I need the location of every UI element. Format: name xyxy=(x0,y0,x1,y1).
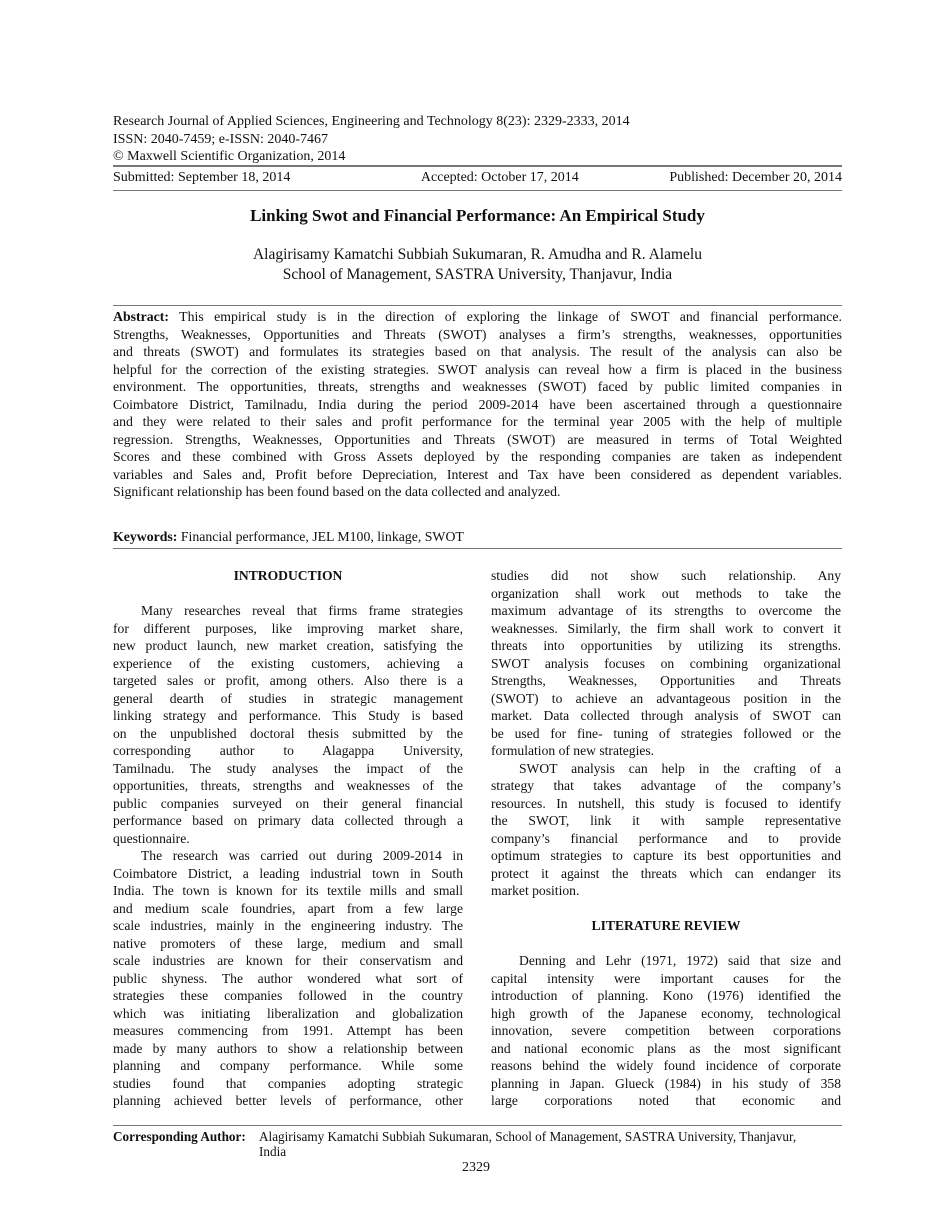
keywords xyxy=(113,529,464,545)
abstract-line: Abstract: This empirical study is in the direction of exploring the linkage of SWOT and financial performance. xyxy=(113,309,842,324)
text-line: Denning and Lehr (1971, 1972) said that size and xyxy=(519,953,841,968)
text-line: resources. In nutshell, this study is focused to identify xyxy=(491,795,841,811)
submitted-date: Submitted: September 18, 2014 xyxy=(113,170,291,185)
text-line: questionnaire. xyxy=(113,830,190,846)
text-line: studies found that companies adopting strategic xyxy=(113,1075,463,1091)
text-line: Coimbatore District, a leading industrial town in South xyxy=(113,865,463,881)
text-line: capital intensity were important causes for the xyxy=(491,970,841,986)
text-line: opportunities, threats, strengths and weaknesses of the xyxy=(113,778,463,793)
text-line: formulation of new strategies. xyxy=(491,743,655,758)
text-line: India. The town is known for its textile mills and small xyxy=(113,883,463,898)
text-line: optimum strategies to capture its best opportunities and xyxy=(491,848,841,863)
text-line: Tamilnadu. The study analyses the impact of the xyxy=(113,760,463,776)
text-line: planning and company performance. While some xyxy=(113,1058,463,1073)
text-line: the SWOT, link it with sample representative xyxy=(491,813,841,828)
text-line: native promoters of these large, medium and small xyxy=(113,935,463,951)
text-line: general dearth of studies in strategic management xyxy=(113,690,463,706)
text-line: introduction of planning. Kono (1976) identified the xyxy=(491,988,841,1003)
text-line: made by many authors to show a relationship between xyxy=(113,1040,463,1056)
text-line: reasons behind the widely found incidence of corporate xyxy=(491,1058,841,1073)
text-line: market. Data collected through analysis of SWOT can xyxy=(491,708,841,723)
text-line: scale industries are known for their conservatism and xyxy=(113,953,463,968)
paper-title: Linking Swot and Financial Performance: An Empirical Study xyxy=(250,206,705,225)
text-line: experience of the existing customers, achieving a xyxy=(113,655,463,671)
text-line xyxy=(491,935,841,953)
abstract-line: environment. The opportunities, threats, strengths and weaknesses (SWOT) faced by public limited companies in xyxy=(113,379,842,394)
journal-info xyxy=(113,113,630,166)
text-line: new product launch, new market creation, satisfying the xyxy=(113,638,463,653)
published-date: Published: December 20, 2014 xyxy=(669,170,842,185)
text-line: protect it against the threats which can endanger its xyxy=(491,865,841,881)
abstract-line: variables and Sales and, Profit before Depreciation, Interest and Tax have been considered as dependent variables. xyxy=(113,466,842,482)
text-line: weaknesses. Similarly, the firm shall work to convert it xyxy=(491,620,841,636)
abstract-line: regression. Strengths, Weaknesses, Opportunities and Threats (SWOT) are measured in terms of Total Weighted xyxy=(113,431,842,447)
text-line: and national economic plans as the most significant xyxy=(491,1040,841,1056)
text-line: corresponding author to Alagappa University, xyxy=(113,743,463,758)
abstract-line: Significant relationship has been found based on the data collected and analyzed. xyxy=(113,484,561,499)
text-line: measures commencing from 1991. Attempt has been xyxy=(113,1023,463,1038)
keywords-rule xyxy=(113,548,842,549)
abstract-label: Abstract: xyxy=(113,309,169,324)
copyright: © Maxwell Scientific Organization, 2014 xyxy=(113,149,346,164)
text-line: market position. xyxy=(491,883,580,898)
text-line: threats into opportunities by utilizing its strengths. xyxy=(491,638,841,653)
text-line: studies did not show such relationship. Any xyxy=(491,568,841,583)
issn: ISSN: 2040-7459; e-ISSN: 2040-7467 xyxy=(113,131,329,147)
text-line: strategies these companies followed in the country xyxy=(113,988,463,1003)
keywords-text: Financial performance, JEL M100, linkage, SWOT xyxy=(177,529,464,544)
text-line: planning achieved better levels of performance, other xyxy=(113,1093,463,1108)
text-line: planning in Japan. Glueck (1984) in his study of 358 xyxy=(491,1075,841,1091)
authors: Alagirisamy Kamatchi Subbiah Sukumaran, R. Amudha and R. Alamelu xyxy=(252,246,702,263)
text-line: performance based on primary data collected through a xyxy=(113,813,463,828)
text-line: Strengths, Weaknesses, Opportunities and Threats xyxy=(491,673,841,688)
text-line: organization shall work out methods to take the xyxy=(491,585,841,601)
abstract-line: and they were related to their sales and profit performance for the terminal year 2005 with the help of multiple xyxy=(113,414,842,429)
text-line: SWOT analysis focuses on combining organizational xyxy=(491,655,841,671)
right-column xyxy=(491,567,841,1110)
corresponding-label: Corresponding Author: xyxy=(113,1129,246,1144)
text-line: The research was carried out during 2009-2014 in xyxy=(141,848,463,863)
corresponding-author xyxy=(113,1129,842,1159)
text-line: public shyness. The author wondered what sort of xyxy=(113,970,463,986)
text-line: scale industries, mainly in the engineering industry. The xyxy=(113,918,463,933)
abstract-top-rule xyxy=(113,305,842,306)
text-line: innovation, severe competition between corporations xyxy=(491,1023,841,1038)
text-line: (SWOT) to achieve an advantageous position in the xyxy=(491,690,841,706)
text-line: company’s financial performance and to provide xyxy=(491,830,841,846)
text-line: SWOT analysis can help in the crafting of a xyxy=(519,760,841,776)
dates-row xyxy=(113,170,842,186)
text-line: public companies surveyed on their general financial xyxy=(113,795,463,811)
abstract-line: helpful for the correction of the existing strategies. SWOT analysis can reveal how a firm is placed in the business xyxy=(113,361,842,377)
abstract-line: Coimbatore District, Tamilnadu, India during the period 2009-2014 have been ascertained through a questionnaire xyxy=(113,396,842,412)
abstract-line: and threats (SWOT) and formulates its strategies based on that analysis. The result of the analysis can also be xyxy=(113,344,842,359)
text-line: for different purposes, like improving market share, xyxy=(113,620,463,636)
affiliation: School of Management, SASTRA University, Thanjavur, India xyxy=(282,266,673,283)
text-line: maximum advantage of its strengths to overcome the xyxy=(491,603,841,618)
text-line: and medium scale foundries, apart from a few large xyxy=(113,900,463,916)
section-heading: LITERATURE REVIEW xyxy=(591,918,741,933)
corresponding-text: Alagirisamy Kamatchi Subbiah Sukumaran, School of Management, SASTRA University, Thanjavur, xyxy=(259,1129,797,1144)
text-line: linking strategy and performance. This Study is based xyxy=(113,708,463,723)
journal-citation: Research Journal of Applied Sciences, Engineering and Technology 8(23): 2329-2333, 2014 xyxy=(113,114,630,129)
footer-rule xyxy=(113,1125,842,1126)
section-heading: INTRODUCTION xyxy=(233,568,343,583)
text-line: strategy that takes advantage of the company’s xyxy=(491,778,841,793)
abstract xyxy=(113,308,842,501)
abstract-line: Strengths, Weaknesses, Opportunities and Threats (SWOT) analyses a firm’s strengths, weaknesses, opportunities xyxy=(113,326,842,342)
text-line: which was initiating liberalization and globalization xyxy=(113,1005,463,1021)
text-line xyxy=(491,900,841,918)
accepted-date: Accepted: October 17, 2014 xyxy=(420,170,579,185)
text-line: high growth of the Japanese economy, technological xyxy=(491,1005,841,1021)
text-line: on the unpublished doctoral thesis submitted by the xyxy=(113,725,463,741)
text-line xyxy=(113,585,463,603)
left-column xyxy=(113,567,463,1110)
dates-rule xyxy=(113,190,842,191)
text-line: targeted sales or profit, among others. Also there is a xyxy=(113,673,463,688)
abstract-line: Scores and these combined with Gross Assets deployed by the responding companies are taken as independent xyxy=(113,449,842,464)
text-line: be used for fine- tuning of strategies followed or the xyxy=(491,725,841,741)
text-line: large corporations noted that economic and xyxy=(491,1093,841,1108)
keywords-label: Keywords: xyxy=(113,529,178,544)
page-number: 2329 xyxy=(462,1160,490,1175)
header-rule xyxy=(113,165,842,167)
text-line: Many researches reveal that firms frame strategies xyxy=(141,603,463,618)
corresponding-text-2: India xyxy=(259,1144,287,1159)
